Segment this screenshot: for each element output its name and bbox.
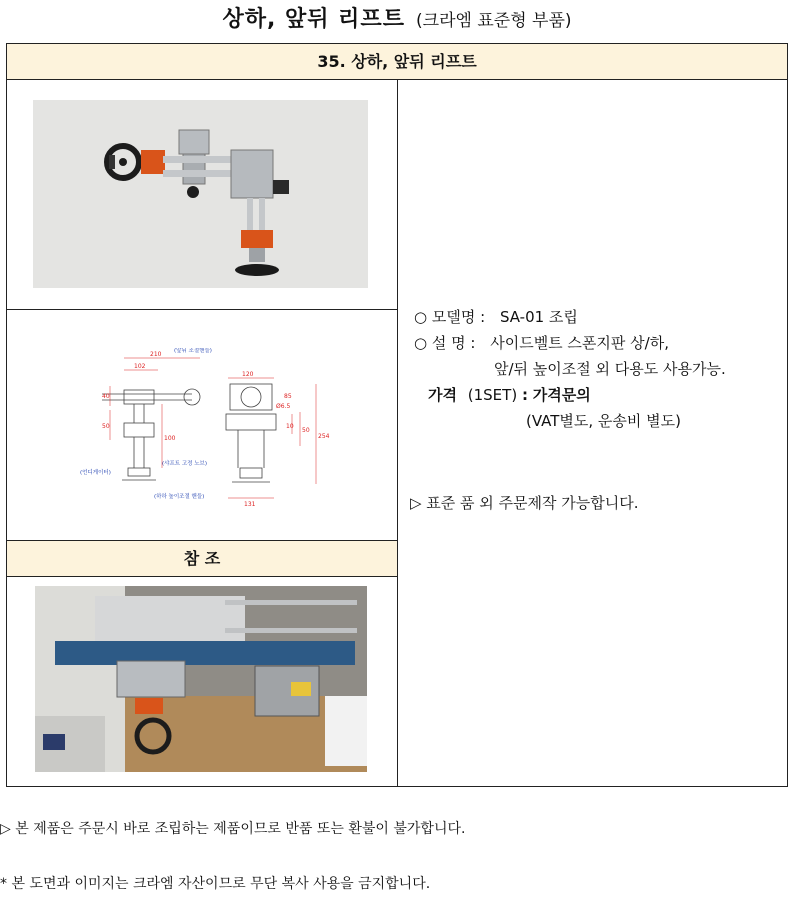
model-label: ○ 모델명 :	[414, 308, 486, 326]
dim-131: 131	[244, 501, 256, 508]
page-title-main: 상하, 앞뒤 리프트	[222, 7, 405, 32]
footer-note-copyright: * 본 도면과 이미지는 크라엠 자산이므로 무단 복사 사용을 금지합니다.	[0, 876, 431, 892]
reference-header: 참 조	[7, 541, 397, 577]
dim-85: 85	[284, 393, 292, 400]
price-label: 가격	[428, 386, 457, 404]
dim-6-5: Ø6.5	[276, 403, 291, 410]
model-value: SA-01 조립	[499, 308, 578, 326]
product-header: 35. 상하, 앞뒤 리프트	[7, 44, 787, 80]
label-height-handle: (하하 높이조절 핸들)	[154, 494, 205, 500]
footer-note-refund: ▷ 본 제품은 주문시 바로 조립하는 제품이므로 반품 또는 환불이 불가합니다.	[0, 821, 466, 837]
technical-drawing	[62, 348, 342, 508]
product-table	[6, 43, 788, 787]
dim-120: 120	[242, 371, 254, 378]
drawing-cell	[7, 310, 397, 541]
dim-50b: 50	[302, 427, 310, 434]
label-leveler: (언디게이터)	[80, 470, 111, 476]
spec-column	[398, 80, 787, 786]
desc-line-1	[414, 332, 669, 353]
price-colon: :	[521, 386, 528, 404]
custom-order-note: ▷ 표준 품 외 주문제작 가능합니다.	[410, 494, 639, 512]
label-shaft-fix-knob: (샤프트 고정 노브)	[162, 461, 207, 467]
price-line	[428, 384, 591, 405]
left-column	[7, 80, 398, 786]
dim-210: 210	[150, 351, 162, 358]
model-line	[414, 306, 578, 327]
price-value: 가격문의	[532, 386, 591, 404]
page-title-sub: (크라엠 표준형 부품)	[416, 11, 572, 31]
dim-10: 10	[286, 423, 294, 430]
desc-label: ○ 설 명 :	[414, 334, 476, 352]
product-photo	[33, 100, 368, 288]
product-photo-cell	[7, 80, 397, 310]
page-title	[0, 2, 794, 33]
dim-102: 102	[134, 363, 146, 370]
reference-photo	[35, 586, 367, 772]
price-note: (VAT별도, 운송비 별도)	[526, 412, 682, 430]
dim-254: 254	[318, 433, 330, 440]
dim-40: 40	[102, 393, 110, 400]
dim-50: 50	[102, 423, 110, 430]
dim-100: 100	[164, 435, 176, 442]
price-unit: (1SET)	[467, 386, 518, 404]
label-front-back-handle: (앞뒤 조절핸들)	[174, 348, 212, 354]
desc-value-1: 사이드벨트 스폰지판 상/하,	[490, 334, 669, 352]
reference-photo-cell	[7, 577, 397, 786]
desc-value-2: 앞/뒤 높이조절 외 다용도 사용가능.	[494, 360, 726, 378]
